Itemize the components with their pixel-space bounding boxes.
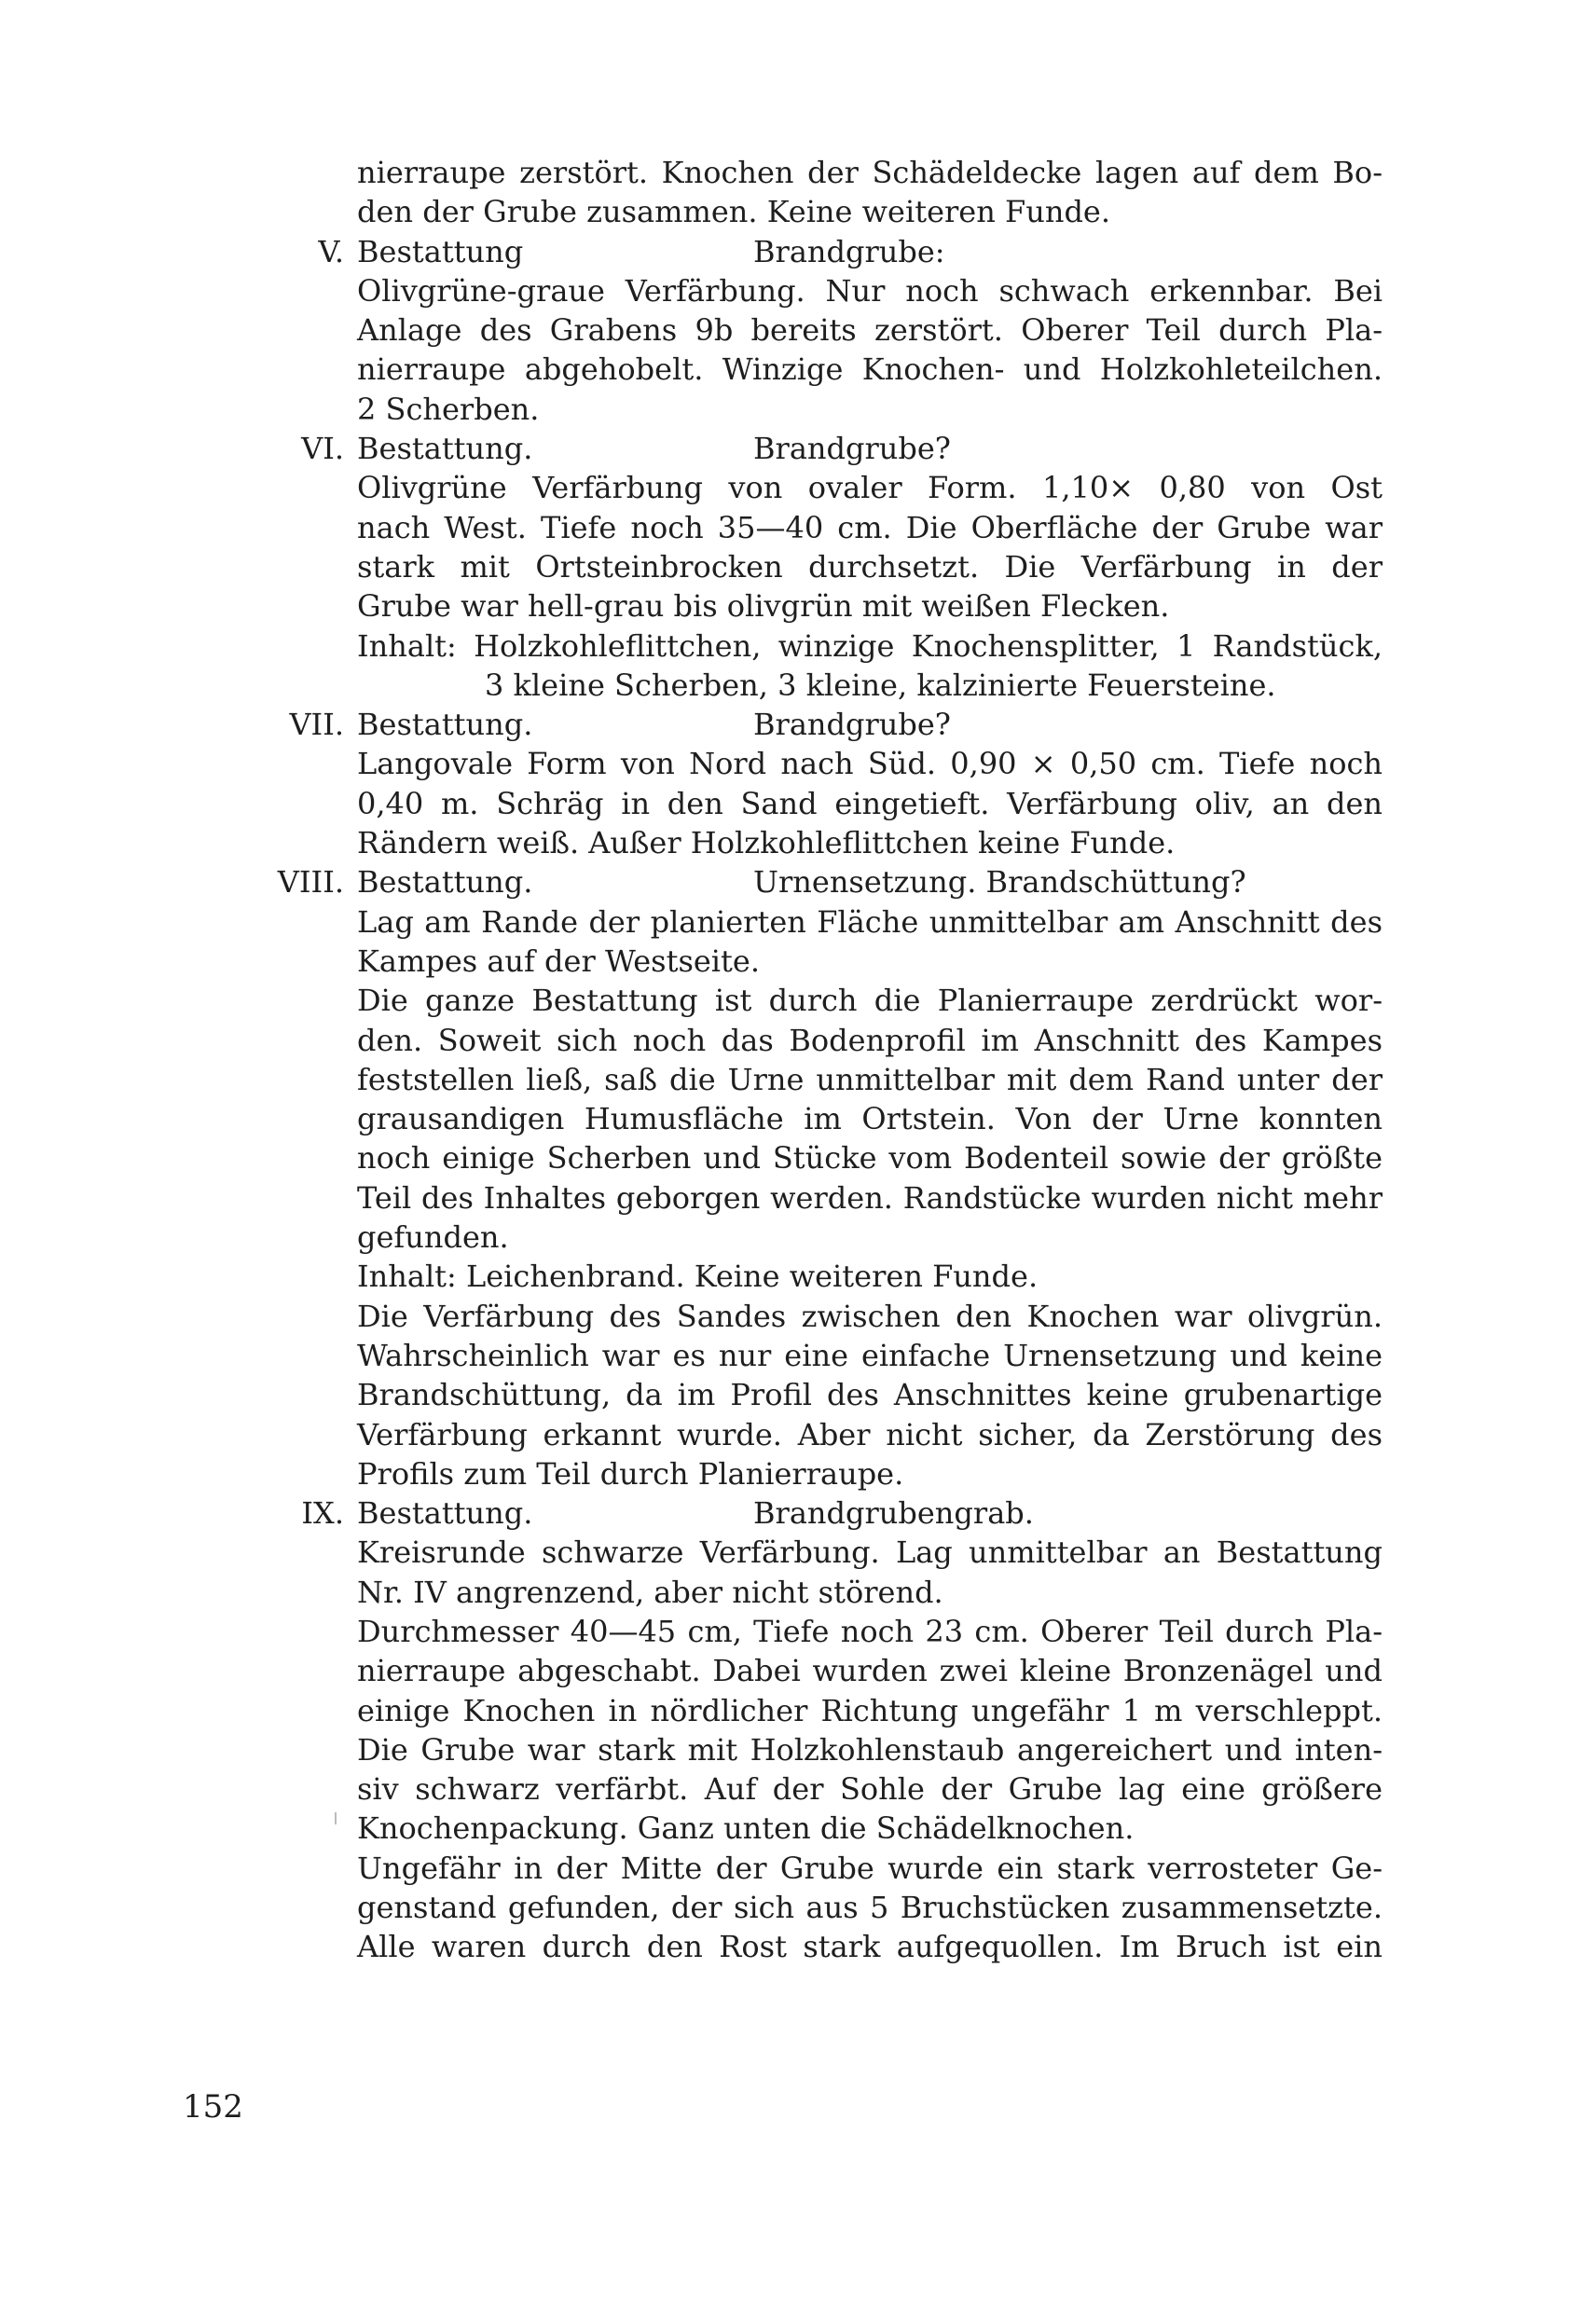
text-line: Ungefähr in der Mitte der Grube wurde ein stark verrosteter Ge- — [357, 1850, 1383, 1886]
text-line: genstand gefunden, der sich aus 5 Bruchstücken zusammensetzte. — [357, 1890, 1383, 1926]
text-line: Inhalt: Leichenbrand. Keine weiteren Funde. — [357, 1259, 1039, 1295]
text-line: einige Knochen in nördlicher Richtung ungefähr 1 m verschleppt. — [357, 1692, 1383, 1728]
text-line: Teil des Inhaltes geborgen werden. Randstücke wurden nicht mehr — [357, 1179, 1383, 1216]
page-number: 152 — [183, 2088, 243, 2126]
text-line: Olivgrüne Verfärbung von ovaler Form. 1,10× 0,80 von Ost — [357, 470, 1383, 506]
text-line: stark mit Ortsteinbrocken durchsetzt. Die Verfärbung in der — [357, 548, 1383, 585]
entry-heading-line — [277, 862, 1383, 901]
text-line: Knochenpackung. Ganz unten die Schädelknochen. — [357, 1810, 1135, 1847]
entry-number: VIII. — [277, 864, 344, 901]
text-line: Langovale Form von Nord nach Süd. 0,90 × 0,50 cm. Tiefe noch — [357, 746, 1383, 782]
entry-number: VII. — [289, 707, 344, 743]
text-line: noch einige Scherben und Stücke vom Bodenteil sowie der größte — [357, 1140, 1383, 1177]
text-line: Brandschüttung, da im Profil des Anschnittes keine grubenartige — [357, 1377, 1383, 1413]
text-line: nach West. Tiefe noch 35—40 cm. Die Oberfläche der Grube war — [357, 509, 1383, 545]
entry-label: Bestattung. — [357, 431, 533, 467]
text-line: Alle waren durch den Rost stark aufgequollen. Im Bruch ist ein — [357, 1929, 1383, 1965]
entry-heading-line — [318, 232, 1383, 271]
entry-type: Brandgrube? — [753, 431, 951, 467]
text-line: Anlage des Grabens 9b bereits zerstört. Oberer Teil durch Pla- — [357, 312, 1383, 349]
print-speck — [335, 1812, 337, 1824]
entry-label: Bestattung. — [357, 864, 533, 901]
text-line: Wahrscheinlich war es nur eine einfache Urnensetzung und keine — [357, 1337, 1383, 1373]
text-line: grausandigen Humusfläche im Ortstein. Von der Urne konnten — [357, 1101, 1383, 1137]
entry-label: Bestattung — [357, 233, 524, 269]
text-line: gefunden. — [357, 1219, 509, 1256]
text-line: den. Soweit sich noch das Bodenprofil im Anschnitt des Kampes — [357, 1022, 1383, 1058]
text-line: siv schwarz verfärbt. Auf der Sohle der Grube lag eine größere — [357, 1771, 1383, 1808]
text-line: 2 Scherben. — [357, 391, 540, 427]
entry-heading-line — [301, 1493, 1383, 1533]
text-line: 0,40 m. Schräg in den Sand eingetieft. Verfärbung oliv, an den — [357, 785, 1383, 821]
body-text — [277, 153, 1383, 1967]
text-line: Olivgrüne-graue Verfärbung. Nur noch schwach erkennbar. Bei — [357, 272, 1383, 309]
text-line: Die Verfärbung des Sandes zwischen den Knochen war olivgrün. — [357, 1298, 1383, 1334]
text-line: den der Grube zusammen. Keine weiteren Funde. — [357, 194, 1111, 230]
text-line: 3 kleine Scherben, 3 kleine, kalzinierte Feuersteine. — [485, 667, 1276, 703]
text-line: nierraupe zerstört. Knochen der Schädeldecke lagen auf dem Bo- — [357, 155, 1383, 190]
text-line: Durchmesser 40—45 cm, Tiefe noch 23 cm. Oberer Teil durch Pla- — [357, 1613, 1383, 1649]
entry-number: IX. — [301, 1495, 344, 1532]
entry-heading-line — [301, 429, 1383, 468]
entry-number: VI. — [301, 431, 344, 467]
text-line: Profils zum Teil durch Planierraupe. — [357, 1455, 904, 1492]
text-line: Die Grube war stark mit Holzkohlenstaub angereichert und inten- — [357, 1731, 1383, 1768]
text-line: Verfärbung erkannt wurde. Aber nicht sicher, da Zerstörung des — [357, 1416, 1383, 1452]
text-line: Lag am Rande der planierten Fläche unmittelbar am Anschnitt des — [357, 903, 1383, 940]
entry-type: Brandgrube? — [753, 707, 951, 743]
entry-label: Bestattung. — [357, 1495, 533, 1532]
text-line: feststellen ließ, saß die Urne unmittelbar mit dem Rand unter der — [357, 1061, 1383, 1097]
text-line: Kreisrunde schwarze Verfärbung. Lag unmittelbar an Bestattung — [357, 1534, 1383, 1571]
text-line: Inhalt: Holzkohleflittchen, winzige Knochensplitter, 1 Randstück, — [357, 627, 1383, 664]
text-line: Nr. IV angrenzend, aber nicht störend. — [357, 1574, 943, 1610]
entry-number: V. — [318, 233, 344, 269]
entry-type: Brandgrube: — [753, 233, 945, 269]
entry-heading-line — [289, 705, 1383, 744]
text-line: nierraupe abgehobelt. Winzige Knochen- und Holzkohleteilchen. — [357, 351, 1383, 388]
entry-type: Brandgrubengrab. — [753, 1495, 1034, 1532]
text-line: nierraupe abgeschabt. Dabei wurden zwei kleine Bronzenägel und — [357, 1653, 1383, 1689]
text-line: Grube war hell-grau bis olivgrün mit weißen Flecken. — [357, 588, 1170, 625]
entry-type: Urnensetzung. Brandschüttung? — [753, 864, 1246, 901]
text-line: Rändern weiß. Außer Holzkohleflittchen keine Funde. — [357, 825, 1176, 861]
entry-label: Bestattung. — [357, 707, 533, 743]
text-line: Kampes auf der Westseite. — [357, 943, 760, 979]
text-line: Die ganze Bestattung ist durch die Planierraupe zerdrückt wor- — [357, 983, 1383, 1019]
